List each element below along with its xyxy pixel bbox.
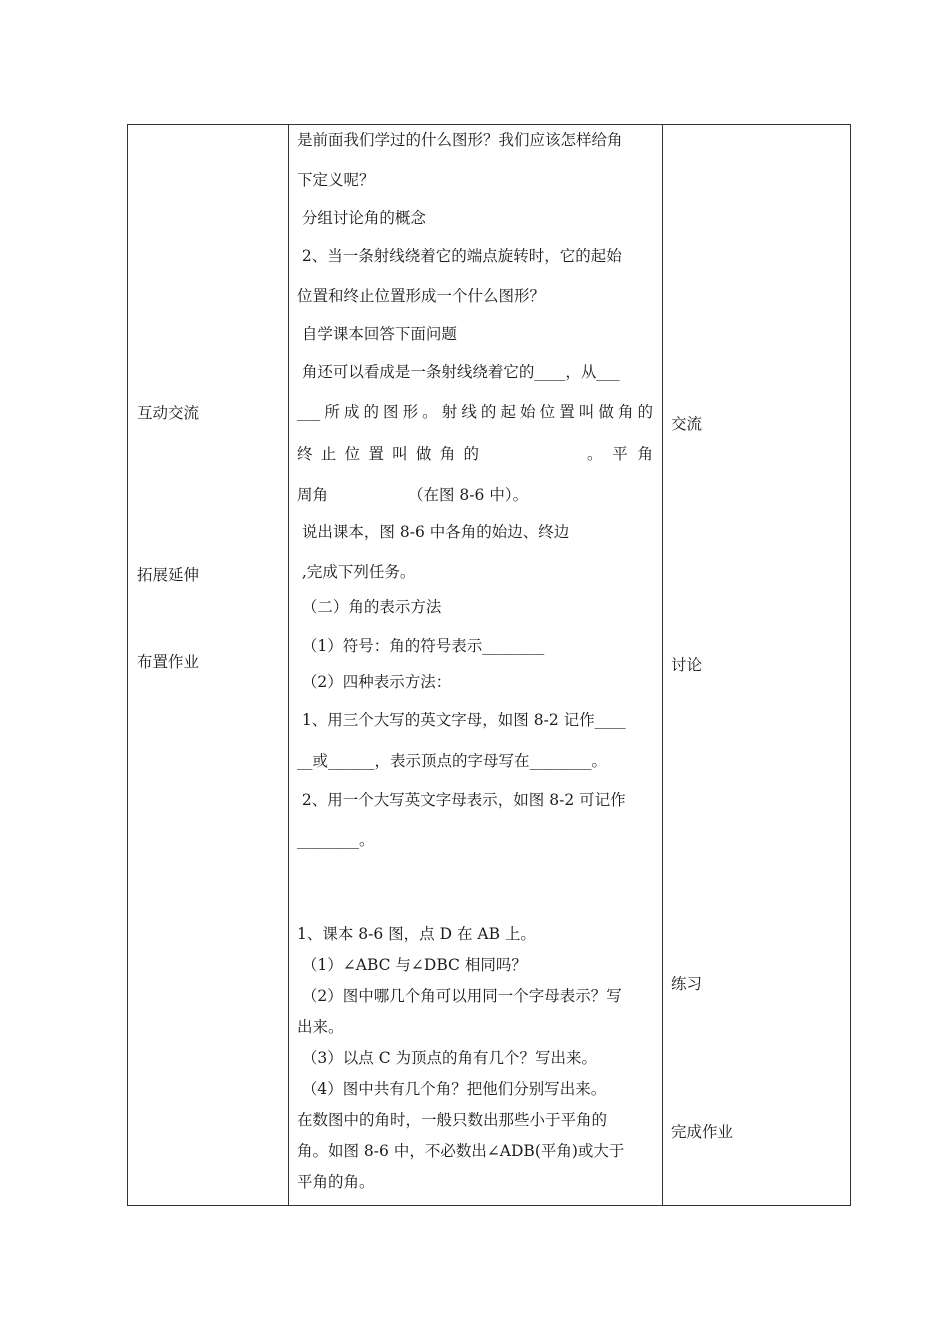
column-divider-2	[662, 125, 663, 1205]
content-line: 2、用一个大写英文字母表示，如图 8-2 可记作	[297, 791, 626, 809]
content-line: 周角	[297, 486, 329, 504]
content-line: 。平角	[587, 445, 653, 463]
exercise-line: 平角的角。	[297, 1173, 375, 1191]
exercise-line: （3）以点 C 为顶点的角有几个？写出来。	[297, 1049, 598, 1067]
content-line: 说出课本，图 8-6 中各角的始边、终边	[297, 523, 570, 541]
exercise-line: （4）图中共有几个角？把他们分别写出来。	[297, 1080, 607, 1098]
content-line: 1、用三个大写的英文字母，如图 8-2 记作____	[297, 711, 626, 729]
content-line: 2、当一条射线绕着它的端点旋转时，它的起始	[297, 247, 622, 265]
stage-label-extension: 拓展延伸	[137, 566, 200, 584]
content-line: 是前面我们学过的什么图形？我们应该怎样给角	[297, 131, 623, 149]
content-line: 位置和终止位置形成一个什么图形？	[297, 287, 546, 305]
exercise-line: （2）图中哪几个角可以用同一个字母表示？写	[297, 987, 622, 1005]
content-line: ________。	[297, 831, 375, 849]
content-line: 自学课本回答下面问题	[297, 325, 457, 343]
content-line: （2）四种表示方法：	[297, 673, 452, 691]
activity-label-discuss: 讨论	[671, 656, 703, 674]
content-line: 分组讨论角的概念	[297, 209, 426, 227]
content-line: （在图 8-6 中）。	[408, 486, 529, 504]
activity-label-homework: 完成作业	[671, 1123, 734, 1141]
activity-label-practice: 练习	[671, 975, 703, 993]
content-line: 角还可以看成是一条射线绕着它的____，从___	[297, 363, 620, 381]
column-divider-1	[288, 125, 289, 1205]
stage-label-interaction: 互动交流	[137, 404, 200, 422]
content-line: 终止位置叫做角的	[297, 445, 479, 463]
content-line: ___所成的图形。射线的起始位置叫做角的	[297, 403, 653, 421]
exercise-line: 角。如图 8-6 中，不必数出∠ADB(平角)或大于	[297, 1142, 625, 1160]
exercise-line: 在数图中的角时，一般只数出那些小于平角的	[297, 1111, 608, 1129]
content-line: 下定义呢？	[297, 171, 375, 189]
content-line: （1）符号：角的符号表示________	[297, 637, 545, 655]
content-line: __或______，表示顶点的字母写在________。	[297, 752, 608, 770]
activity-label-exchange: 交流	[671, 415, 703, 433]
exercise-line: 出来。	[297, 1018, 344, 1036]
content-line: ,完成下列任务。	[297, 563, 416, 581]
exercise-line: （1）∠ABC 与∠DBC 相同吗？	[297, 956, 527, 974]
stage-label-homework: 布置作业	[137, 653, 200, 671]
content-line: （二）角的表示方法	[297, 598, 442, 616]
exercise-line: 1、课本 8-6 图，点 D 在 AB 上。	[297, 925, 536, 943]
